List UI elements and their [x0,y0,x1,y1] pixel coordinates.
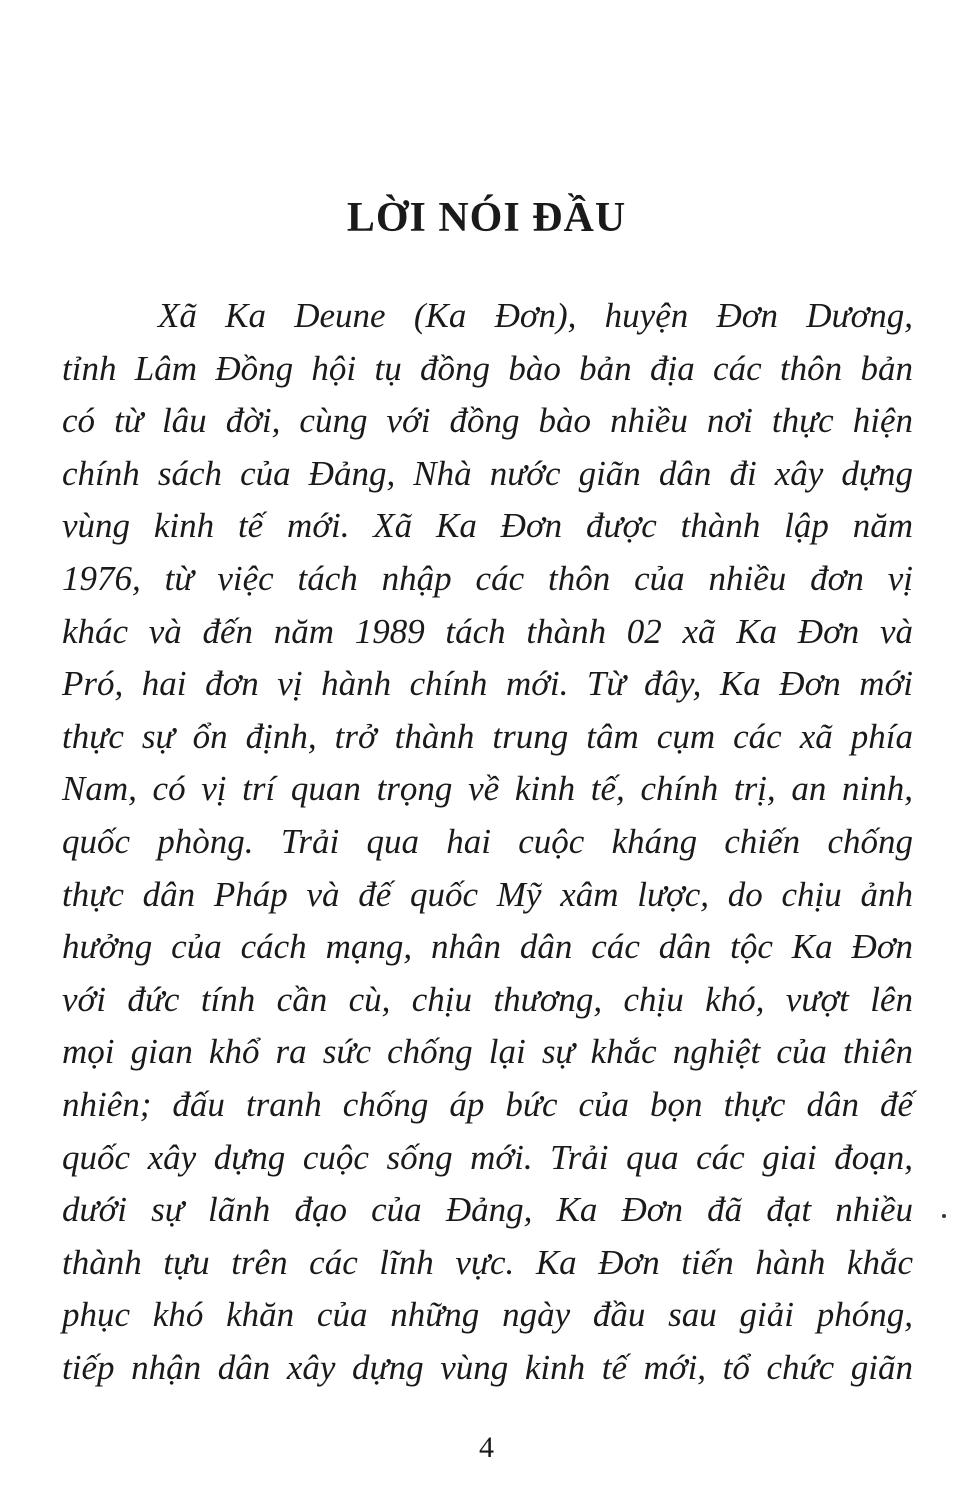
text-line: 1976, từ việc tách nhập các thôn của nhiều đơn vị [62,558,913,598]
text-line: Xã Ka Deune (Ka Đơn), huyện Đơn Dương, [158,296,913,335]
scan-speck [942,1214,946,1218]
text-line: thực dân Pháp và đế quốc Mỹ xâm lược, do chịu ảnh [62,874,913,914]
text-line: nhiên; đấu tranh chống áp bức của bọn thực dân đế [62,1084,913,1124]
text-line: quốc xây dựng cuộc sống mới. Trải qua các giai đoạn, [62,1137,913,1177]
page-number: 4 [479,1431,494,1464]
text-line: thực sự ổn định, trở thành trung tâm cụm các xã phía [62,716,913,756]
text-line: dưới sự lãnh đạo của Đảng, Ka Đơn đã đạt nhiều [62,1190,913,1230]
text-line: Nam, có vị trí quan trọng về kinh tế, chính trị, an ninh, [62,769,913,809]
text-line: mọi gian khổ ra sức chống lại sự khắc nghiệt của thiên [62,1032,913,1072]
text-line: hưởng của cách mạng, nhân dân các dân tộc Ka Đơn [62,927,913,967]
text-line: phục khó khăn của những ngày đầu sau giải phóng, [62,1295,913,1335]
text-line: tiếp nhận dân xây dựng vùng kinh tế mới, tổ chức giãn [62,1347,913,1387]
text-line: có từ lâu đời, cùng với đồng bào nhiều nơi thực hiện [62,401,913,441]
text-line: thành tựu trên các lĩnh vực. Ka Đơn tiến hành khắc [62,1242,913,1282]
body-paragraph [62,290,913,1394]
text-line: với đức tính cần cù, chịu thương, chịu khó, vượt lên [62,979,913,1019]
text-line: chính sách của Đảng, Nhà nước giãn dân đi xây dựng [62,453,913,493]
text-line: vùng kinh tế mới. Xã Ka Đơn được thành lập năm [62,506,913,546]
page-title: LỜI NÓI ĐẦU [346,195,627,241]
text-line: khác và đến năm 1989 tách thành 02 xã Ka Đơn và [62,611,913,651]
text-line: quốc phòng. Trải qua hai cuộc kháng chiến chống [62,821,913,861]
text-line: Pró, hai đơn vị hành chính mới. Từ đây, Ka Đơn mới [62,664,913,704]
text-line: tỉnh Lâm Đồng hội tụ đồng bào bản địa các thôn bản [62,348,913,388]
